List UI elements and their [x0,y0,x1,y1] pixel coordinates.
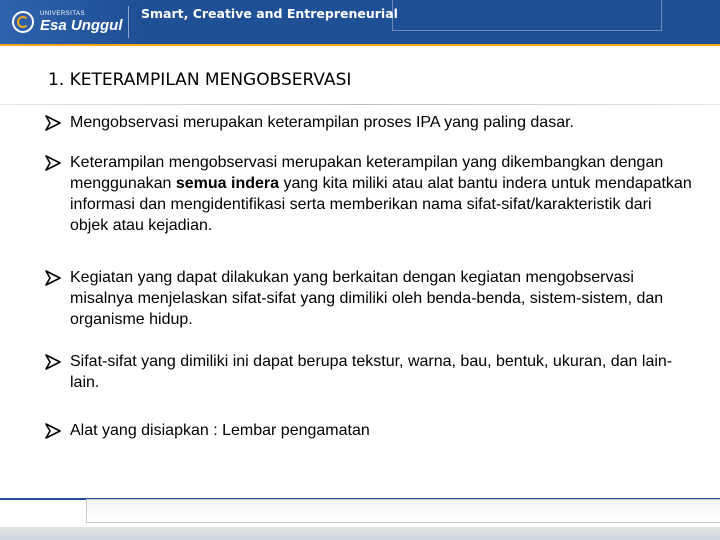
bullet-text [70,152,694,236]
bullet-item [44,112,694,133]
bullet-text: Mengobservasi merupakan keterampilan proses IPA yang paling dasar. [70,114,574,131]
header-tagline: Smart, Creative and Entrepreneurial [141,6,398,21]
bullet-text: Kegiatan yang dapat dilakukan yang berkaitan dengan kegiatan mengobservasi misalnya menjelaskan sifat-sifat yang dimiliki oleh benda-benda, sistem-sistem, dan organisme hidup. [70,269,664,328]
bullet-text-bold: semua indera [175,175,280,192]
bullet-text: Alat yang disiapkan : Lembar pengamatan [70,422,370,439]
bullet-item [44,351,694,393]
arrowhead-bullet-icon [44,115,62,131]
bullet-text-part: yang kita miliki atau alat bantu indera untuk mendapatkan informasi dan mengidentifikasi serta memberikan nama sifat-sifat/karakteristik dari objek atau kejadian. [70,175,692,234]
bullet-item [44,420,694,441]
header-divider [128,6,129,38]
logo-text [40,11,123,33]
bullet-item [44,267,694,330]
title-divider [0,104,720,105]
bullet-item [44,152,694,236]
esa-unggul-logo-icon [12,11,34,33]
header-decor-box [392,0,662,31]
bullet-text-part: Keterampilan mengobservasi merupakan keterampilan yang dikembangkan dengan menggunakan [70,154,664,192]
arrowhead-bullet-icon [44,354,62,370]
bullet-text: Sifat-sifat yang dimiliki ini dapat berupa tekstur, warna, bau, bentuk, ukuran, dan lain-lain. [70,353,673,391]
header-band [0,0,720,46]
logo-name: Esa Unggul [40,17,123,34]
slide-title: 1. KETERAMPILAN MENGOBSERVASI [48,70,352,90]
bullet-list [44,112,694,441]
logo-small-text: UNIVERSITAS [40,11,86,17]
arrowhead-bullet-icon [44,270,62,286]
arrowhead-bullet-icon [44,423,62,439]
arrowhead-bullet-icon [44,155,62,171]
university-logo [12,7,123,37]
footer-band [0,527,720,540]
footer-decor-box [86,499,720,523]
